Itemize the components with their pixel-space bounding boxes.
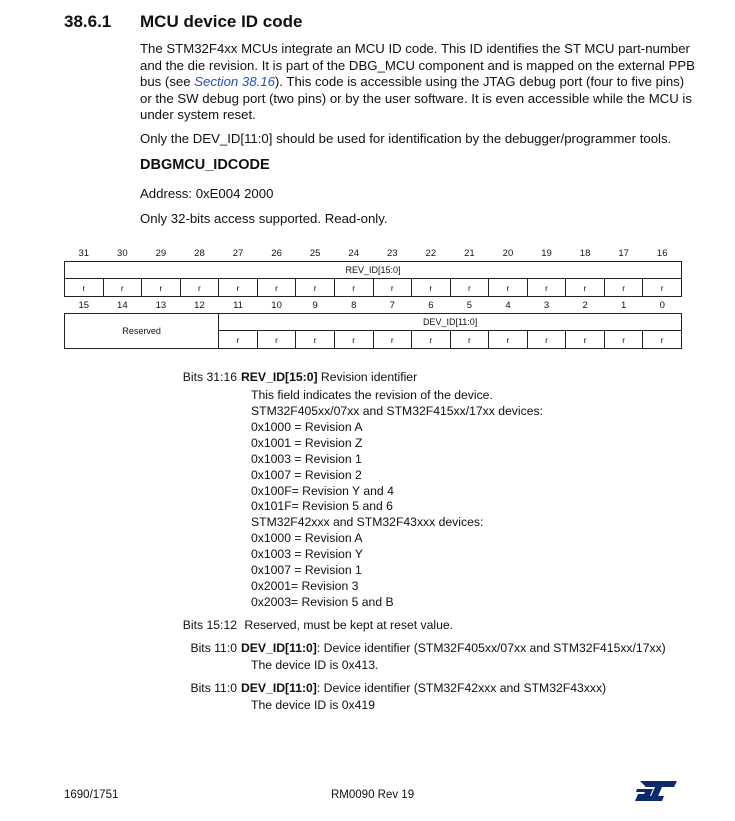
rev-line: 0x2003= Revision 5 and B (251, 595, 394, 609)
field-name: DEV_ID[11:0] (241, 681, 317, 695)
rev-line: This field indicates the revision of the device. (251, 388, 493, 402)
rev-line: 0x101F= Revision 5 and 6 (251, 499, 393, 513)
bit-number: 6 (428, 300, 434, 311)
access-cell: r (450, 331, 489, 349)
access-cell: r (142, 279, 181, 297)
access-cell: r (412, 331, 451, 349)
field-name: REV_ID[15:0] (241, 370, 318, 384)
access-cell: r (643, 331, 682, 349)
section-number: 38.6.1 (64, 12, 112, 31)
dev-id-line: The device ID is 0x419 (251, 698, 375, 712)
intro-text-b: ). This code is accessible using the JTAG debug port (four to five pins) or the SW debug port (two pins) or by the user software. It is even accessible while the MCU is under system reset. (140, 74, 692, 123)
bit-number: 1 (621, 300, 627, 311)
bit-number: 22 (425, 248, 437, 259)
access-cell: r (489, 279, 528, 297)
bit-number: 8 (351, 300, 357, 311)
bit-number: 18 (579, 248, 591, 259)
access-cell: r (527, 279, 566, 297)
bit-number: 26 (271, 248, 282, 259)
access-cell: r (566, 279, 605, 297)
access-cell: r (604, 331, 643, 349)
bit-number: 25 (309, 248, 321, 259)
bit-number: 31 (78, 248, 90, 259)
bit-number: 7 (389, 300, 395, 311)
bit-number: 20 (502, 248, 514, 259)
access-cell: r (180, 279, 219, 297)
rev-line: STM32F405xx/07xx and STM32F415xx/17xx devices: (251, 404, 543, 418)
st-logo-icon (634, 780, 678, 807)
access-cell: r (65, 279, 104, 297)
rev-line: 0x1003 = Revision Y (251, 547, 363, 561)
rev-line: 0x1001 = Revision Z (251, 436, 363, 450)
section-link[interactable]: Section 38.16 (194, 74, 275, 90)
bit-number: 30 (117, 248, 128, 259)
bit-number: 21 (464, 248, 475, 259)
section-title: MCU device ID code (140, 12, 303, 31)
access-cell: r (334, 279, 373, 297)
field-row (65, 314, 682, 331)
rev-line: 0x1000 = Revision A (251, 420, 363, 434)
bit-range: Bits 11:0 (190, 641, 237, 655)
rev-line: 0x1007 = Revision 2 (251, 468, 362, 482)
bit-number: 9 (312, 300, 318, 311)
bit-number: 3 (543, 300, 550, 311)
bit-number: 13 (155, 300, 167, 311)
bit-number: 23 (386, 248, 398, 259)
dev-id-description-header (176, 681, 606, 695)
access-cell: r (257, 331, 296, 349)
rev-line: 0x1000 = Revision A (251, 531, 363, 545)
field-title: : Device identifier (STM32F405xx/07xx and STM32F415xx/17xx) (316, 641, 666, 655)
bit-number: 4 (505, 300, 511, 311)
access-cell: r (643, 279, 682, 297)
access-row (65, 279, 682, 297)
identification-note: Only the DEV_ID[11:0] should be used for identification by the debugger/programmer tools. (140, 131, 672, 146)
register-name: DBGMCU_IDCODE (140, 157, 270, 173)
reserved-description (176, 618, 453, 632)
reserved-text: Reserved, must be kept at reset value. (241, 618, 454, 632)
bit-number: 29 (155, 248, 167, 259)
bit-range: Bits 31:16 (182, 370, 237, 384)
page-number: 1690/1751 (64, 789, 119, 801)
dev-id-field: DEV_ID[11:0] (219, 314, 682, 331)
bit-range: Bits 15:12 (182, 618, 237, 632)
access-cell: r (103, 279, 142, 297)
access-cell: r (296, 279, 335, 297)
access-cell: r (604, 279, 643, 297)
bit-number: 2 (582, 300, 588, 311)
access-cell: r (296, 331, 335, 349)
rev-id-field: REV_ID[15:0] (65, 262, 682, 279)
field-name: DEV_ID[11:0] (241, 641, 317, 655)
bit-number: 15 (78, 300, 90, 311)
access-cell: r (373, 331, 412, 349)
bit-number: 0 (659, 300, 665, 311)
rev-line: 0x1007 = Revision 1 (251, 563, 362, 577)
reserved-field: Reserved (65, 314, 219, 349)
dev-id-description-header (176, 641, 666, 655)
bit-number-row (65, 298, 682, 314)
bit-number: 28 (194, 248, 205, 259)
bit-number: 17 (618, 248, 629, 259)
bit-number: 24 (348, 248, 359, 259)
register-low-table (64, 298, 682, 349)
register-access-note: Only 32-bits access supported. Read-only. (140, 211, 388, 226)
register-high-table (64, 246, 682, 297)
field-title: Revision identifier (317, 370, 418, 384)
register-address: Address: 0xE004 2000 (140, 186, 274, 201)
bit-number: 19 (541, 248, 552, 259)
field-title: : Device identifier (STM32F42xxx and STM32F43xxx) (316, 681, 607, 695)
bit-number-row (65, 246, 682, 262)
bit-number: 11 (233, 300, 243, 311)
bit-number: 16 (656, 248, 668, 259)
access-cell: r (412, 279, 451, 297)
bit-number: 5 (466, 300, 473, 311)
rev-line: 0x1003 = Revision 1 (251, 452, 362, 466)
bit-number: 14 (117, 300, 128, 311)
rev-line: 0x2001= Revision 3 (251, 579, 359, 593)
intro-paragraph (140, 41, 695, 124)
rev-line: 0x100F= Revision Y and 4 (251, 484, 394, 498)
access-cell: r (450, 279, 489, 297)
rev-id-description-header (176, 370, 417, 384)
access-cell: r (373, 279, 412, 297)
bit-number: 12 (194, 300, 205, 311)
dev-id-line: The device ID is 0x413. (251, 658, 379, 672)
bit-range: Bits 11:0 (190, 681, 237, 695)
access-cell: r (527, 331, 566, 349)
bit-number: 27 (232, 248, 244, 259)
access-cell: r (219, 279, 258, 297)
access-cell: r (566, 331, 605, 349)
access-cell: r (489, 331, 528, 349)
access-cell: r (334, 331, 373, 349)
bit-number: 10 (271, 300, 282, 311)
access-cell: r (257, 279, 296, 297)
field-row (65, 262, 682, 279)
access-cell: r (219, 331, 258, 349)
intro-text-a: The STM32F4xx MCUs integrate an MCU ID code. This ID identifies the ST MCU part-number and the die revision. It is part of the DBG_MCU component and is mapped on the external PPB bus (see (140, 41, 695, 90)
rev-line: STM32F42xxx and STM32F43xxx devices: (251, 515, 484, 529)
document-reference: RM0090 Rev 19 (331, 789, 415, 801)
